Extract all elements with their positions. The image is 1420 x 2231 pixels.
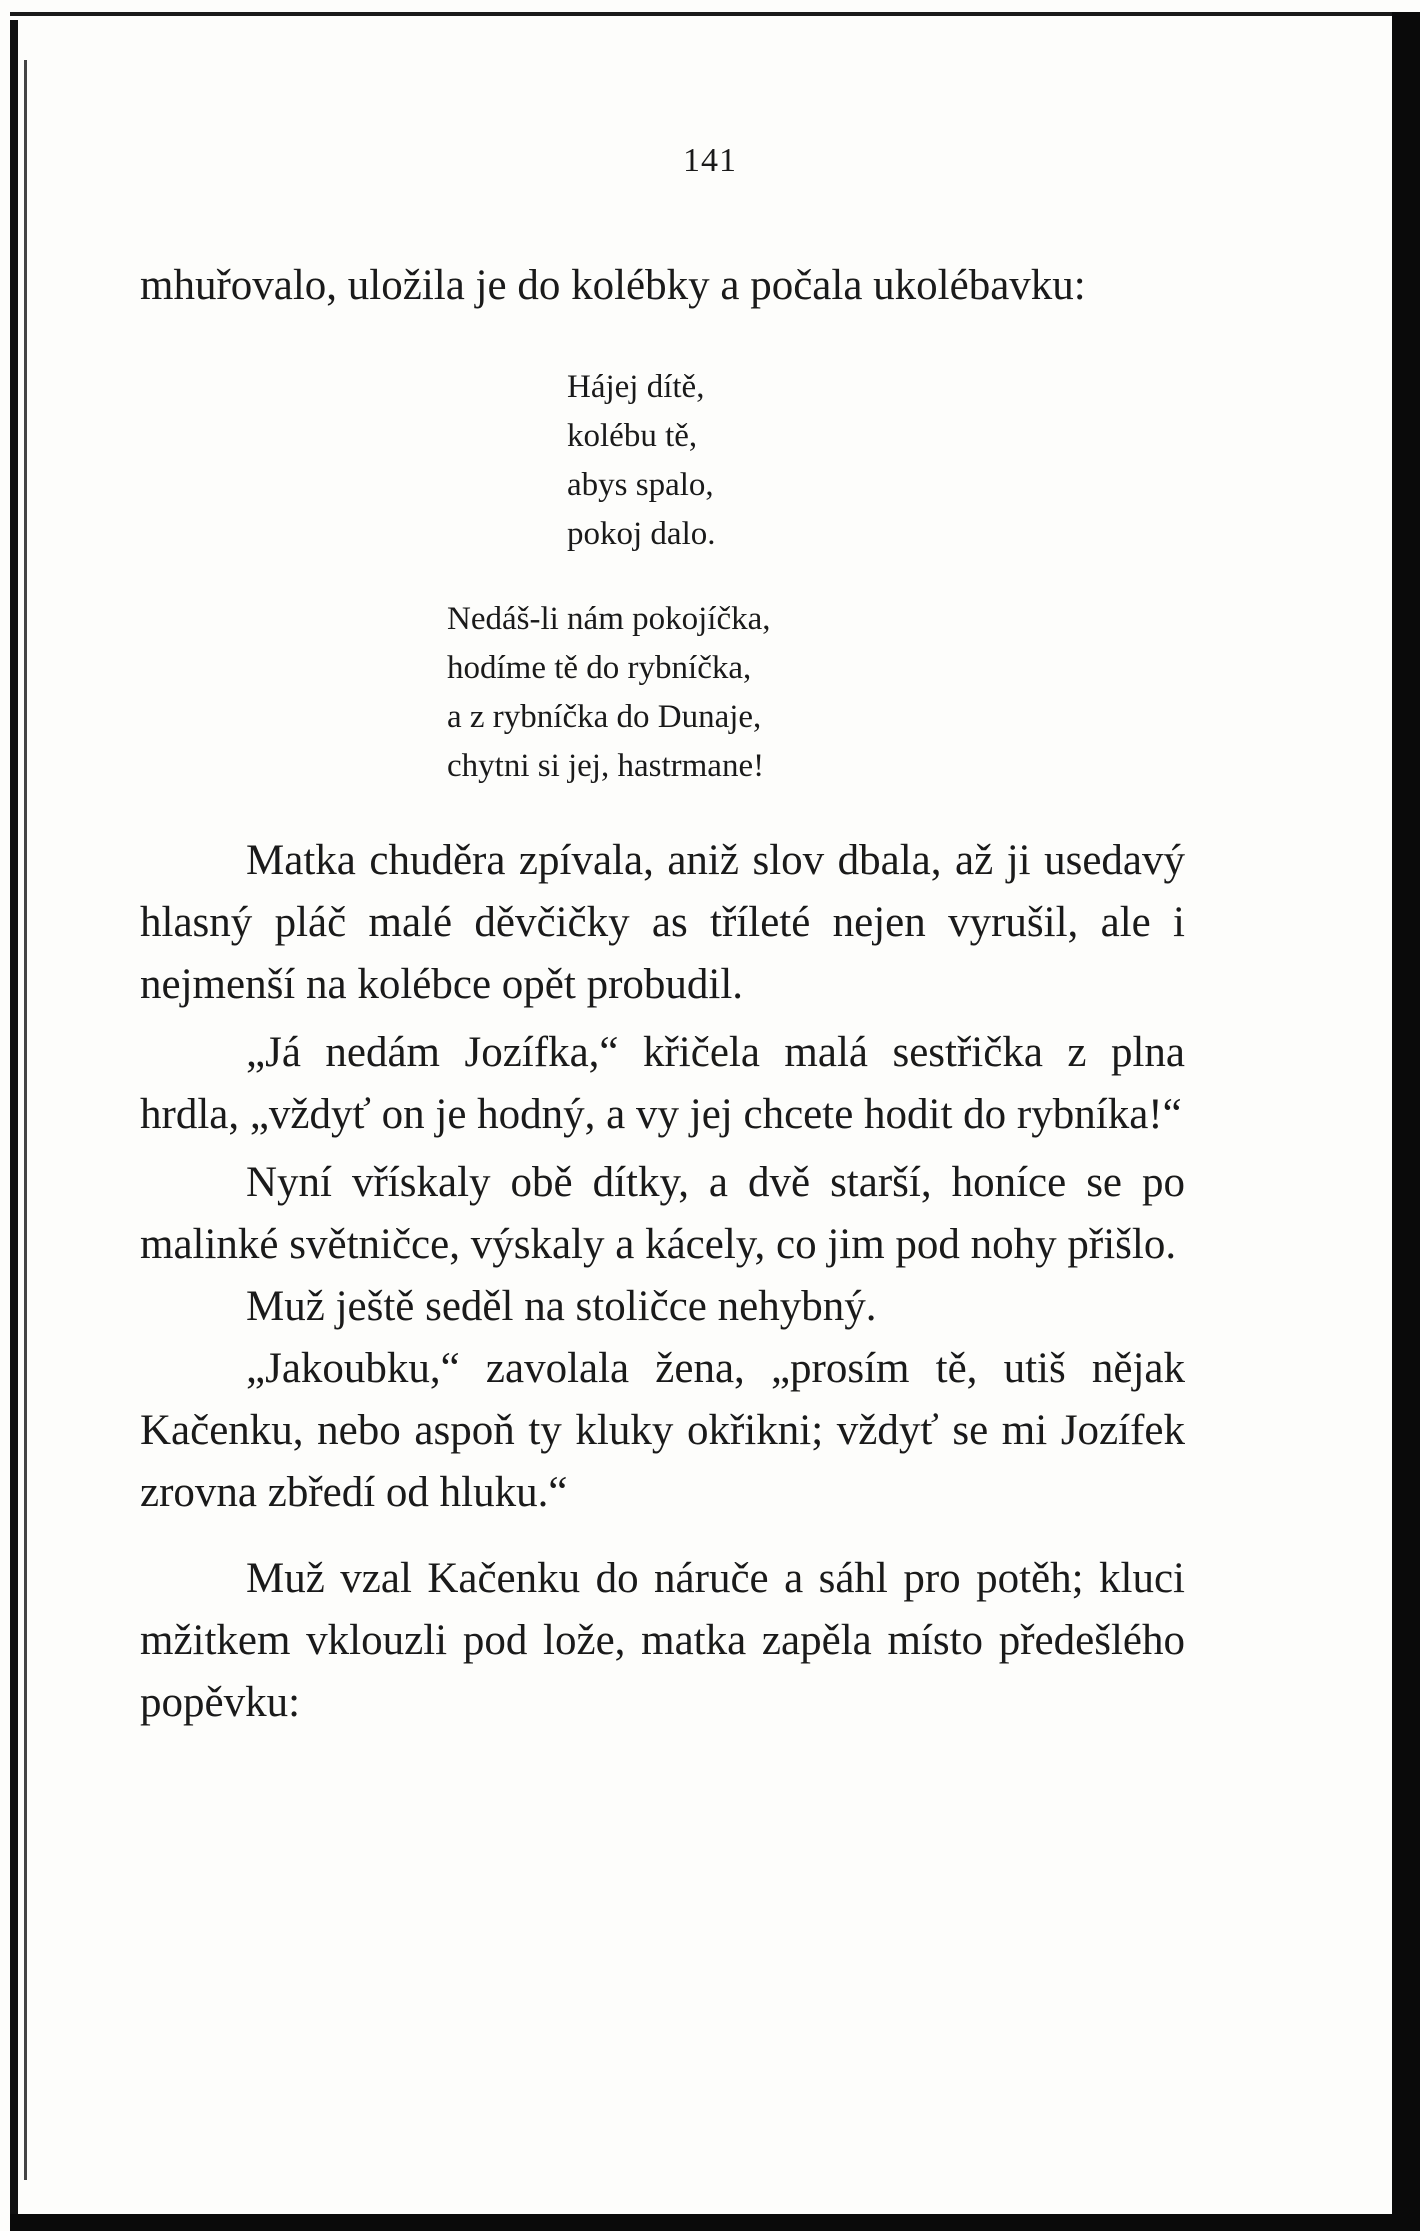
verse-line: a z rybníčka do Dunaje, <box>447 699 762 735</box>
verse-stanza-1 <box>567 363 715 559</box>
paragraph-5: „Jakoubku,“ zavolala žena, „prosím tě, utiš nějak Kačenku, nebo aspoň ty kluky okřikni; vždyť se mi Jozífek zrovna zbředí od hluku.“ <box>140 1345 1185 1516</box>
opening-paragraph <box>140 255 1185 317</box>
verse-line: Hájej dítě, <box>567 369 705 405</box>
verse-line: kolébu tě, <box>567 418 698 454</box>
paragraph-6: Muž vzal Kačenku do náruče a sáhl pro potěh; kluci mžitkem vklouzli pod lože, matka zapěla místo předešlého popěvku: <box>140 1555 1185 1726</box>
page-number: 141 <box>683 142 737 179</box>
verse-line: abys spalo, <box>567 467 714 503</box>
verse-line: chytni si jej, hastrmane! <box>447 748 765 784</box>
verse-stanza-2 <box>447 595 771 791</box>
paragraph-4: Muž ještě seděl na stoličce nehybný. <box>246 1283 877 1330</box>
verse-line: hodíme tě do rybníčka, <box>447 650 752 686</box>
paragraph-2: „Já nedám Jozífka,“ křičela malá sestřička z plna hrdla, „vždyť on je hodný, a vy jej chcete hodit do rybníka!“ <box>140 1029 1185 1138</box>
opening-text: mhuřovalo, uložila je do kolébky a počala ukolébavku: <box>140 262 1086 309</box>
scan-edge-left-inner <box>24 60 27 2180</box>
scan-edge-left <box>10 20 18 2215</box>
scan-edge-bottom <box>10 2214 1420 2231</box>
verse-line: Nedáš-li nám pokojíčka, <box>447 601 771 637</box>
verse-line: pokoj dalo. <box>567 516 716 552</box>
main-text <box>140 830 1185 1734</box>
scan-edge-top <box>10 12 1395 16</box>
paragraph-3: Nyní vřískaly obě dítky, a dvě starší, honíce se po malinké světničce, výskaly a kácely, co jim pod nohy přišlo. <box>140 1159 1185 1268</box>
paragraph-1: Matka chuděra zpívala, aniž slov dbala, až ji usedavý hlasný pláč malé děvčičky as tříleté nejen vyrušil, ale i nejmenší na kolébce opět probudil. <box>140 837 1185 1008</box>
scan-edge-right <box>1392 12 1420 2231</box>
